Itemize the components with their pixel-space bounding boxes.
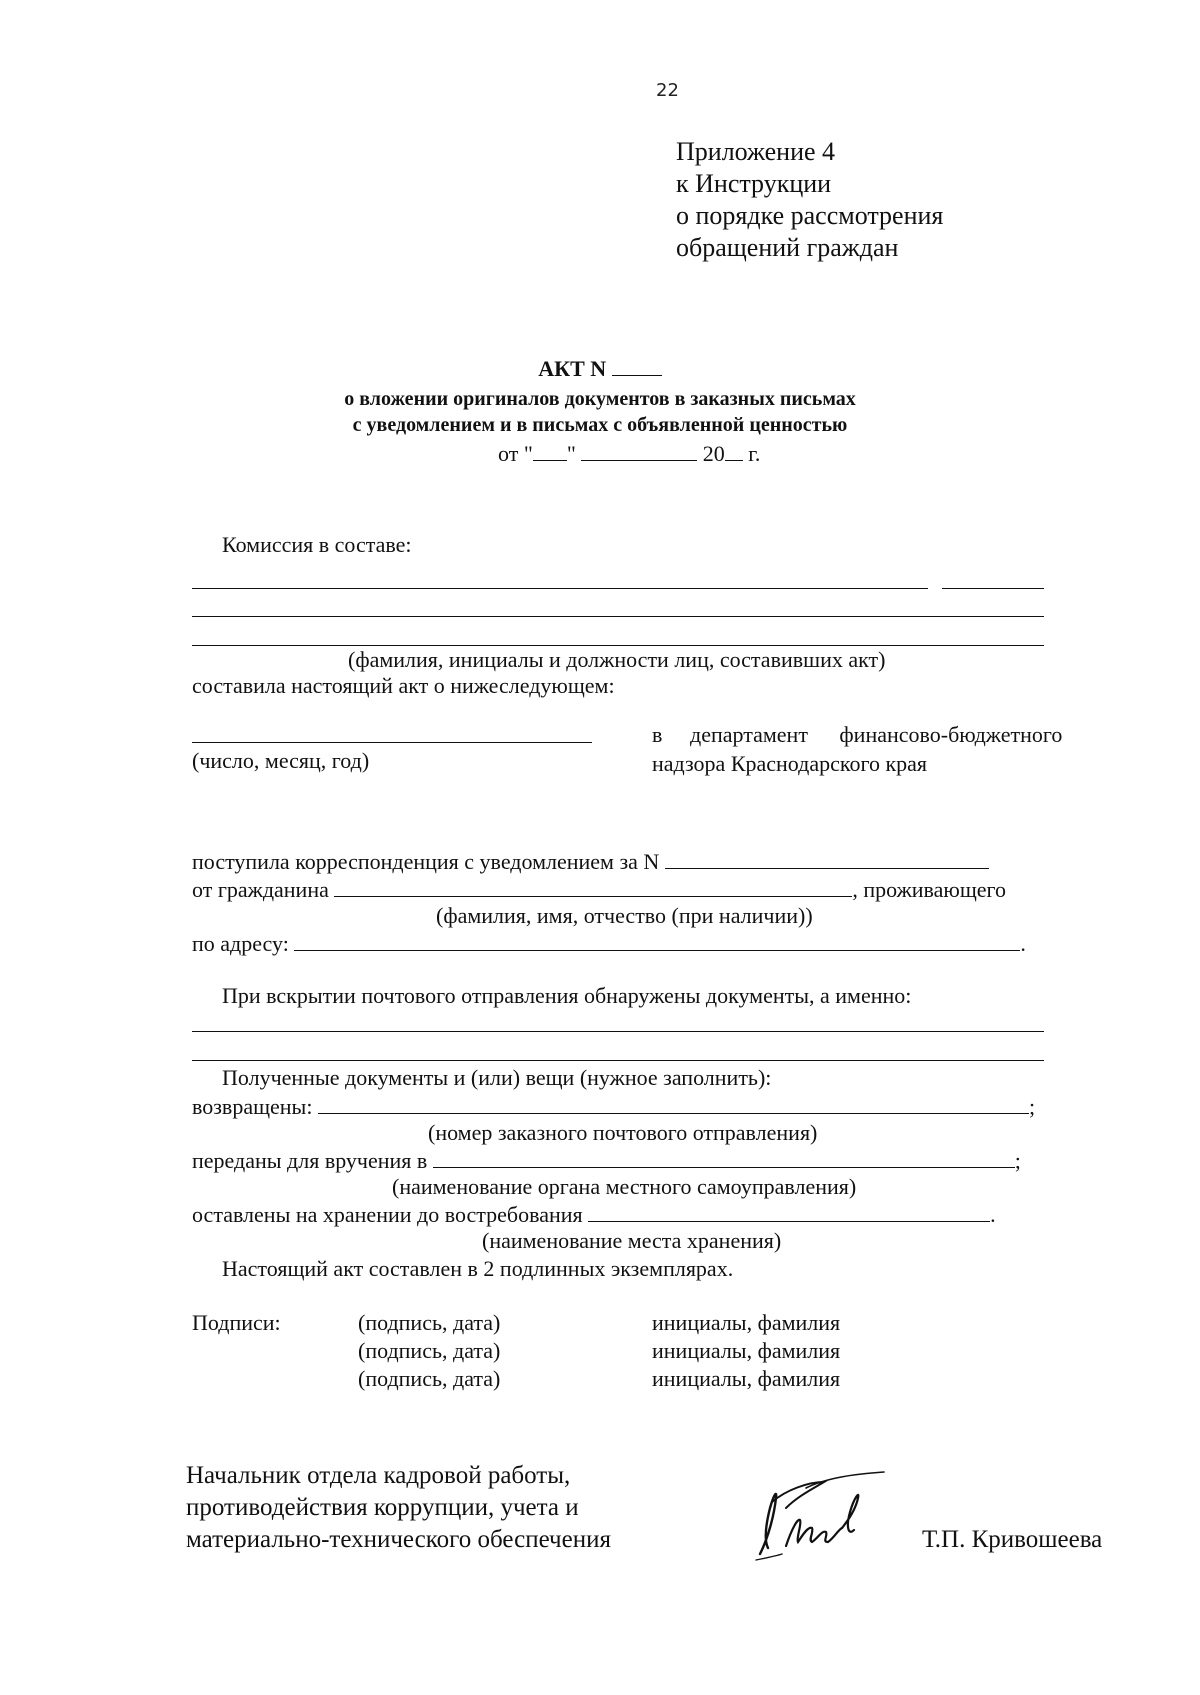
signature-row-3-sign: (подпись, дата) (358, 1366, 501, 1391)
department-line-1: департамент финансово-бюджетного (690, 722, 1063, 747)
residing-label: , проживающего (852, 877, 1007, 902)
received-intro: Полученные документы и (или) вещи (нужное заполнить): (222, 1065, 772, 1090)
appendix-line-1: Приложение 4 (676, 137, 836, 166)
returned-caption: (номер заказного почтового отправления) (428, 1120, 818, 1145)
act-number-blank (612, 355, 662, 376)
page-number: 22 (656, 80, 679, 101)
act-date-line: от " " 20 г. (498, 441, 761, 466)
commission-caption: (фамилия, инициалы и должности лиц, составивших акт) (348, 647, 886, 672)
handed-blank (433, 1147, 1015, 1168)
department-line-2: надзора Краснодарского края (652, 751, 928, 776)
footer-position-line-2: противодействия коррупции, учета и (186, 1494, 579, 1521)
opening-line-2 (192, 1060, 1044, 1061)
stored-caption: (наименование места хранения) (482, 1228, 782, 1253)
returned-label: возвращены: (192, 1094, 313, 1119)
opening-line-1 (192, 1031, 1044, 1032)
footer-name: Т.П. Кривошеева (922, 1526, 1103, 1553)
handed-line: переданы для вручения в ; (192, 1148, 1021, 1173)
date-year-prefix: 20 (702, 441, 725, 466)
handwritten-signature (746, 1468, 896, 1568)
date-caption: (число, месяц, год) (192, 748, 370, 773)
correspondence-line (192, 848, 989, 875)
returned-blank (318, 1093, 1029, 1114)
signature-row-2-name: инициалы, фамилия (652, 1338, 841, 1363)
appendix-block (676, 136, 943, 264)
address-blank (294, 930, 1020, 951)
handed-label: переданы для вручения в (192, 1148, 428, 1173)
address-line: по адресу: . (192, 931, 1026, 956)
act-subtitle-2: с уведомлением и в письмах с объявленной ценностью (352, 414, 848, 436)
signatures-label: Подписи: (192, 1310, 281, 1335)
signature-row-2-sign: (подпись, дата) (358, 1338, 501, 1363)
signature-row-1-name: инициалы, фамилия (652, 1310, 841, 1335)
commission-line-2 (192, 616, 1044, 617)
footer-position (186, 1460, 611, 1556)
department-in: в (652, 722, 663, 747)
stored-label: оставлены на хранении до востребования (192, 1202, 583, 1227)
address-label: по адресу: (192, 931, 289, 956)
date-blank-line (192, 742, 592, 743)
returned-line: возвращены: ; (192, 1094, 1036, 1119)
date-day-blank (533, 440, 567, 461)
signature-row-3-name: инициалы, фамилия (652, 1366, 841, 1391)
correspondence-text: поступила корреспонденция с уведомлением за N (192, 849, 660, 874)
commission-line-1a (192, 588, 928, 589)
stored-blank (588, 1201, 990, 1222)
citizen-name-blank (334, 876, 852, 897)
act-title-text: АКТ N (538, 356, 607, 381)
copies-text: Настоящий акт составлен в 2 подлинных экземплярах. (222, 1256, 734, 1281)
appendix-line-2: к Инструкции (676, 169, 832, 198)
commission-label: Комиссия в составе: (222, 532, 412, 557)
citizen-line (192, 876, 1006, 903)
fio-caption: (фамилия, имя, отчество (при наличии)) (436, 903, 813, 928)
act-title (0, 355, 1200, 382)
handed-caption: (наименование органа местного самоуправления) (392, 1174, 857, 1199)
date-year-blank (725, 440, 743, 461)
act-subtitle-1: о вложении оригиналов документов в заказных письмах (344, 388, 856, 410)
commission-line-3 (192, 645, 1044, 646)
citizen-label: от гражданина (192, 877, 329, 902)
appendix-line-4: обращений граждан (676, 233, 899, 262)
date-suffix: г. (748, 441, 761, 466)
commission-line-1b (942, 588, 1044, 589)
stored-line: оставлены на хранении до востребования . (192, 1202, 996, 1227)
correspondence-number-blank (665, 848, 989, 869)
commission-composed: составила настоящий акт о нижеследующем: (192, 673, 615, 698)
appendix-line-3: о порядке рассмотрения (676, 201, 944, 230)
footer-position-line-1: Начальник отдела кадровой работы, (186, 1462, 571, 1489)
opening-text: При вскрытии почтового отправления обнаружены документы, а именно: (222, 983, 912, 1008)
footer-position-line-3: материально-технического обеспечения (186, 1526, 611, 1553)
signature-row-1-sign: (подпись, дата) (358, 1310, 501, 1335)
date-from-label: от (498, 441, 519, 466)
date-month-blank (581, 440, 697, 461)
